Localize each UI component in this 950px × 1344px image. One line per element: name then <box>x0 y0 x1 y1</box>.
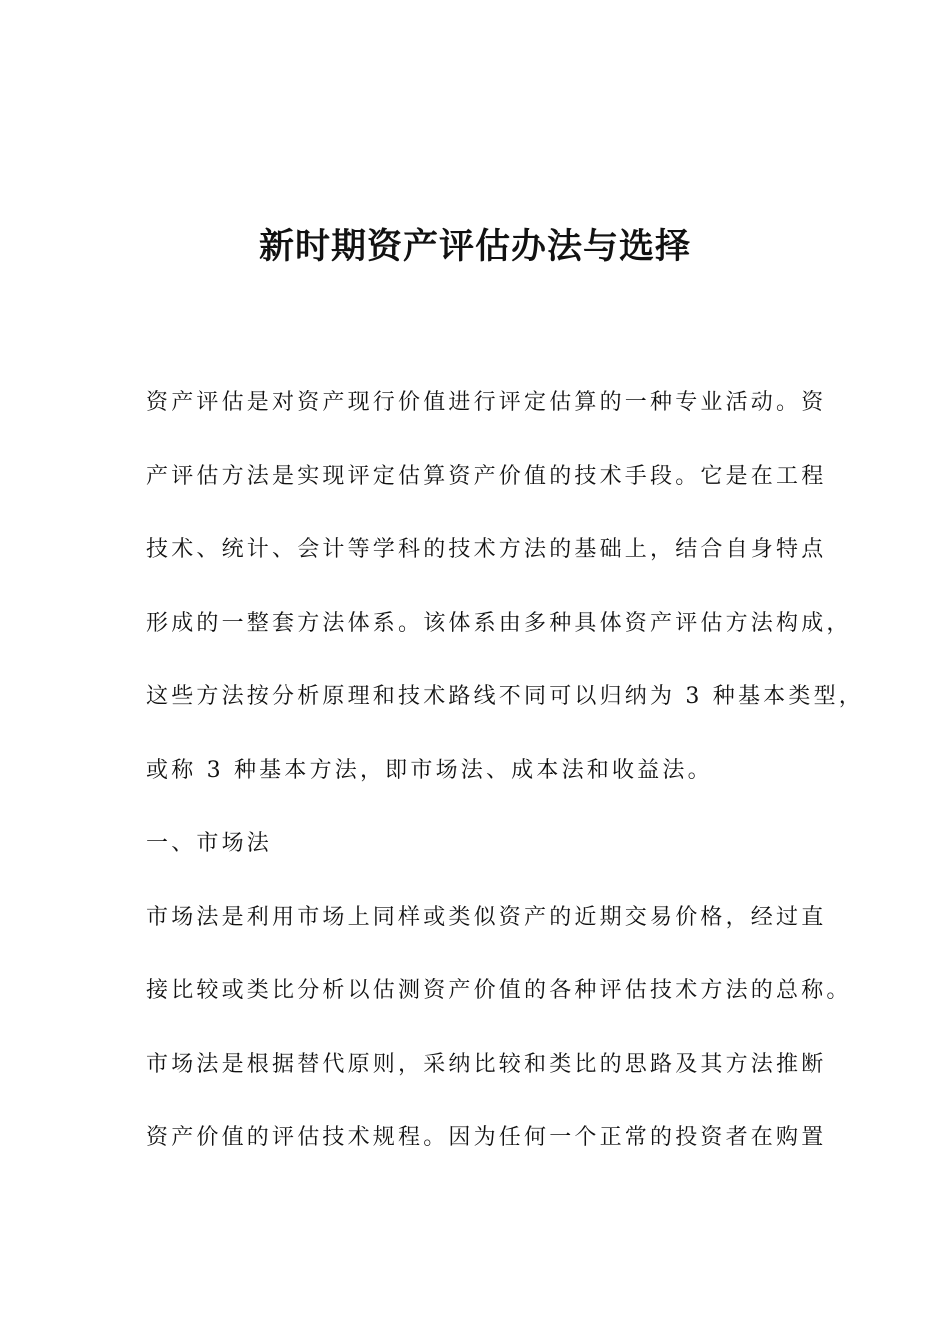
body-line-1: 资产评估是对资产现行价值进行评定估算的一种专业活动。资 <box>146 390 827 415</box>
body-line-3: 技术、统计、会计等学科的技术方法的基础上，结合自身特点 <box>146 537 827 562</box>
body-line-5: 这些方法按分析原理和技术路线不同可以归纳为 3 种基本类型， <box>146 684 864 709</box>
body-line-2: 产评估方法是实现评定估算资产价值的技术手段。它是在工程 <box>146 463 827 489</box>
body-line-4: 形成的一整套方法体系。该体系由多种具体资产评估方法构成， <box>146 610 852 636</box>
body-line-8: 市场法是利用市场上同样或类似资产的近期交易价格，经过直 <box>146 904 827 930</box>
body-line-9: 接比较或类比分析以估测资产价值的各种评估技术方法的总称。 <box>146 978 852 1003</box>
body-line-10: 市场法是根据替代原则，采纳比较和类比的思路及其方法推断 <box>146 1051 827 1077</box>
body-line-6: 或称 3 种基本方法，即市场法、成本法和收益法。 <box>146 757 713 783</box>
body-line-11: 资产价值的评估技术规程。因为任何一个正常的投资者在购置 <box>146 1125 827 1150</box>
document-title: 新时期资产评估办法与选择 <box>258 227 691 267</box>
document-body <box>146 380 864 1189</box>
section-heading-market-method: 一、市场法 <box>146 831 273 856</box>
